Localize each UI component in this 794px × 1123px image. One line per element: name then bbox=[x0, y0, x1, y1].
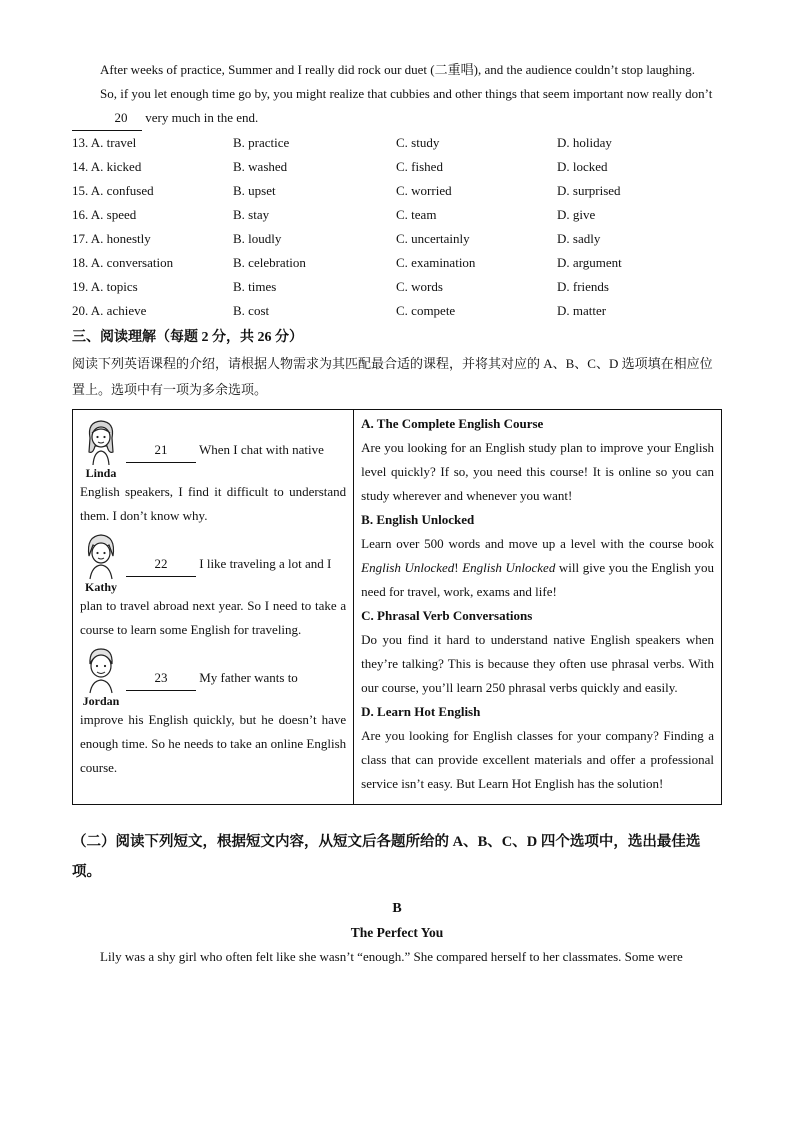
text: will give you the English you need for travel, work, exams and life! bbox=[361, 560, 714, 599]
people-column bbox=[73, 410, 354, 805]
course-b-title: B. English Unlocked bbox=[361, 512, 475, 527]
option-row bbox=[72, 299, 722, 323]
person-name: Linda bbox=[85, 466, 117, 480]
option-item: C. words bbox=[396, 279, 443, 294]
option-item: C. fished bbox=[396, 159, 443, 174]
option-row bbox=[72, 203, 722, 227]
option-item: C. study bbox=[396, 135, 440, 150]
option-item: B. cost bbox=[233, 303, 270, 318]
section-title: 三、阅读理解（每题 2 分，共 26 分） bbox=[72, 330, 303, 345]
document-page bbox=[72, 58, 722, 969]
option-item: 16. A. speed bbox=[72, 207, 137, 222]
course-b-text bbox=[361, 532, 714, 604]
option-item: D. argument bbox=[557, 255, 622, 270]
option-item: B. stay bbox=[233, 207, 270, 222]
person-kathy bbox=[80, 530, 346, 642]
jordan-avatar bbox=[80, 644, 122, 708]
passage-first-line: Lily was a shy girl who often felt like she wasn’t “enough.” She compared herself to her classmates. Some were bbox=[100, 949, 683, 964]
option-item: 18. A. conversation bbox=[72, 255, 174, 270]
option-item: D. matter bbox=[557, 303, 607, 318]
statement-text: When I chat with native bbox=[199, 442, 324, 457]
option-item: C. worried bbox=[396, 183, 452, 198]
statement-text: improve his English quickly, but he doesn’t have enough time. So he needs to take an online English course. bbox=[80, 712, 347, 775]
text: Learn over 500 words and move up a level with the course book bbox=[361, 536, 714, 551]
option-item: B. loudly bbox=[233, 231, 282, 246]
option-item: C. compete bbox=[396, 303, 456, 318]
option-row bbox=[72, 179, 722, 203]
book-title: English Unlocked bbox=[361, 560, 455, 575]
option-item: C. team bbox=[396, 207, 437, 222]
option-item: D. holiday bbox=[557, 135, 612, 150]
person-linda bbox=[80, 416, 346, 528]
text: very much in the end. bbox=[145, 110, 259, 125]
statement-text: My father wants to bbox=[199, 670, 298, 685]
option-item: 13. A. travel bbox=[72, 135, 137, 150]
option-item: D. give bbox=[557, 207, 596, 222]
kathy-avatar bbox=[80, 530, 122, 594]
option-item: C. examination bbox=[396, 255, 476, 270]
option-row bbox=[72, 227, 722, 251]
course-c-text: Do you find it hard to understand native English speakers when they’re talking? This is because they often use phrasal verbs. With our course, you’ll learn 250 phrasal verbs quickly and easily. bbox=[361, 632, 714, 695]
person-name: Kathy bbox=[84, 580, 117, 594]
statement-text: plan to travel abroad next year. So I need to take a course to learn some English for traveling. bbox=[80, 598, 347, 637]
text: So, if you let enough time go by, you might realize that cubbies and other things that seem important now really don’t bbox=[100, 86, 713, 101]
statement-text: I like traveling a lot and I bbox=[199, 556, 332, 571]
course-d-title: D. Learn Hot English bbox=[361, 704, 481, 719]
option-row bbox=[72, 275, 722, 299]
course-a-title: A. The Complete English Course bbox=[361, 416, 544, 431]
course-a-text: Are you looking for an English study plan to improve your English level quickly? If so, you need this course! It is online so you can study wherever and whenever you want! bbox=[361, 440, 714, 503]
person-name: Jordan bbox=[82, 694, 120, 708]
option-row bbox=[72, 131, 722, 155]
course-d-text: Are you looking for English classes for your company? Finding a class that can provide excellent materials and offer a professional service isn’t easy. But Learn Hot English has the solution! bbox=[361, 728, 714, 791]
option-item: 19. A. topics bbox=[72, 279, 138, 294]
option-item: B. celebration bbox=[233, 255, 306, 270]
option-item: B. times bbox=[233, 279, 277, 294]
passage-paragraph: After weeks of practice, Summer and I really did rock our duet (二重唱), and the audience couldn’t stop laughing. bbox=[100, 62, 696, 77]
text: ! bbox=[454, 560, 459, 575]
section-instruction-2: （二）阅读下列短文，根据短文内容，从短文后各题所给的 A、B、C、D 四个选项中，选出最佳选项。 bbox=[72, 834, 701, 880]
linda-avatar bbox=[80, 416, 122, 480]
option-item: 14. A. kicked bbox=[72, 159, 142, 174]
course-c-title: C. Phrasal Verb Conversations bbox=[361, 608, 533, 623]
option-item: D. sadly bbox=[557, 231, 601, 246]
blank-20: 20 bbox=[72, 106, 142, 131]
passage-letter: B bbox=[392, 901, 402, 916]
book-title: English Unlocked bbox=[462, 560, 556, 575]
courses-column bbox=[354, 410, 722, 805]
option-item: D. surprised bbox=[557, 183, 621, 198]
passage-title: The Perfect You bbox=[350, 925, 444, 940]
person-jordan bbox=[80, 644, 346, 780]
option-item: 17. A. honestly bbox=[72, 231, 151, 246]
option-row bbox=[72, 251, 722, 275]
option-item: B. washed bbox=[233, 159, 288, 174]
options-list bbox=[72, 131, 722, 323]
option-item: D. friends bbox=[557, 279, 609, 294]
option-item: B. upset bbox=[233, 183, 276, 198]
option-item: 20. A. achieve bbox=[72, 303, 147, 318]
statement-text: English speakers, I find it difficult to understand them. I don’t know why. bbox=[80, 484, 347, 523]
blank-23: 23 bbox=[126, 666, 196, 691]
blank-21: 21 bbox=[126, 438, 196, 463]
option-item: 15. A. confused bbox=[72, 183, 154, 198]
option-item: D. locked bbox=[557, 159, 608, 174]
matching-table bbox=[72, 409, 722, 805]
section-instruction: 阅读下列英语课程的介绍，请根据人物需求为其匹配最合适的课程，并将其对应的 A、B、C、D 选项填在相应位置上。选项中有一项为多余选项。 bbox=[72, 356, 713, 397]
option-item: C. uncertainly bbox=[396, 231, 470, 246]
blank-22: 22 bbox=[126, 552, 196, 577]
passage-paragraph-with-blank bbox=[72, 82, 722, 131]
option-row bbox=[72, 155, 722, 179]
option-item: B. practice bbox=[233, 135, 290, 150]
